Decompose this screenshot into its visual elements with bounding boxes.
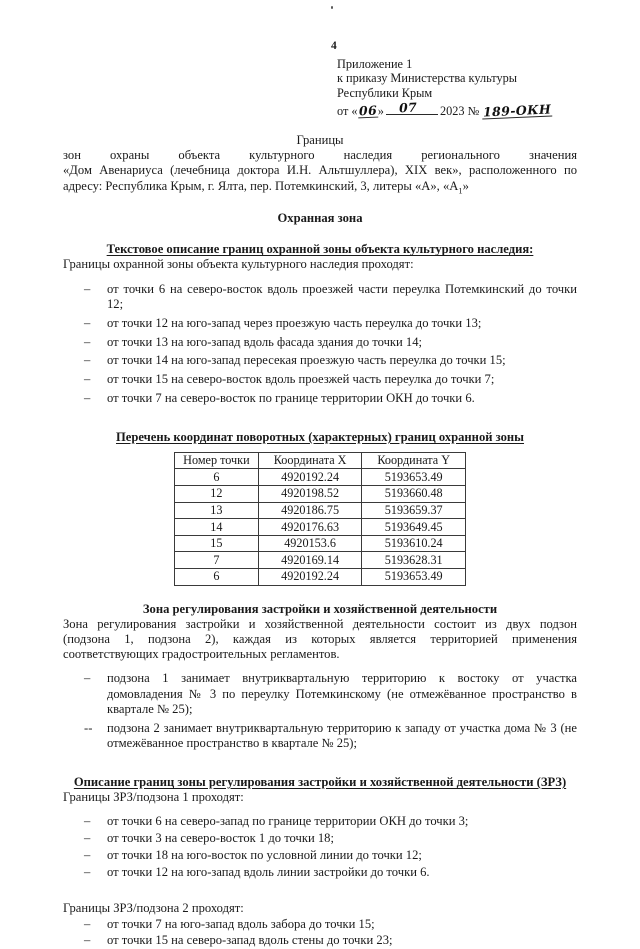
list-item-text: от точки 18 на юго-восток по условной линии до точки 12; xyxy=(107,847,422,862)
dash-bullet-icon: – xyxy=(84,390,91,405)
order-number-wrap xyxy=(482,101,552,120)
cell-x: 4920198.52 xyxy=(258,485,362,502)
zrz-subzone2-intro: Границы ЗРЗ/подзона 2 проходят: xyxy=(63,901,244,916)
list-item xyxy=(63,865,577,880)
address-text: адресу: Республика Крым, г. Ялта, пер. Потемкинский, 3, литеры «А», «А xyxy=(63,178,459,193)
cell-y: 5193660.48 xyxy=(362,485,466,502)
table-row xyxy=(175,469,466,486)
cell-y: 5193610.24 xyxy=(362,535,466,552)
appendix-label: Приложение 1 xyxy=(337,57,413,71)
cell-point: 6 xyxy=(175,469,259,486)
regulation-zone-list xyxy=(63,671,577,751)
column-header-point: Номер точки xyxy=(175,452,259,469)
dash-bullet-icon: – xyxy=(84,831,91,845)
list-item-text: от точки 3 на северо-восток 1 до точки 18; xyxy=(107,831,334,845)
table-row xyxy=(175,502,466,519)
order-date-line xyxy=(337,101,627,118)
list-item-text: от точки 15 на северо-восток вдоль проезжей часть переулка до точки 7; xyxy=(107,372,495,387)
list-item xyxy=(63,933,577,948)
cell-y: 5193653.49 xyxy=(362,568,466,585)
protection-zone-text-heading: Текстовое описание границ охранной зоны объекта культурного наследия: xyxy=(106,242,534,257)
dash-bullet-icon: – xyxy=(84,814,91,829)
regulation-paragraph-line-2: (подзона 1, подзона 2), каждая из которых является территорией применения xyxy=(63,631,577,646)
title-paragraph-line-1: зон охраны объекта культурного наследия регионального значения xyxy=(63,148,577,162)
cell-point: 15 xyxy=(175,535,259,552)
approval-block xyxy=(337,57,627,119)
table-row xyxy=(175,552,466,569)
list-item xyxy=(63,335,577,350)
table-row xyxy=(175,519,466,536)
cell-y: 5193659.37 xyxy=(362,502,466,519)
table-row xyxy=(175,568,466,585)
list-item-text: от точки 6 на северо-запад по границе территории ОКН до точки 3; xyxy=(107,814,469,829)
coordinates-table xyxy=(174,452,466,586)
column-header-x: Координата X xyxy=(258,452,362,469)
list-item xyxy=(63,282,577,313)
order-ministry-line: к приказу Министерства культуры xyxy=(337,71,518,86)
cell-point: 7 xyxy=(175,552,259,569)
handwritten-order-number: 189-ОКН xyxy=(483,101,552,120)
cell-point: 14 xyxy=(175,519,259,536)
title-paragraph-line-3 xyxy=(63,179,577,199)
column-header-y: Координата Y xyxy=(362,452,466,469)
dash-bullet-icon: – xyxy=(84,864,91,879)
list-item xyxy=(63,391,577,406)
month-blank-rule xyxy=(386,101,438,115)
list-item xyxy=(63,372,577,387)
dash-bullet-icon: – xyxy=(84,847,91,862)
list-item xyxy=(63,671,577,717)
dash-bullet-icon: – xyxy=(84,315,91,330)
list-item xyxy=(63,721,577,752)
address-text-end: » xyxy=(462,178,469,193)
cell-x: 4920192.24 xyxy=(258,568,362,585)
dash-bullet-icon: – xyxy=(84,372,91,387)
table-row xyxy=(175,485,466,502)
cell-x: 4920186.75 xyxy=(258,502,362,519)
cell-x: 4920169.14 xyxy=(258,552,362,569)
regulation-paragraph-line-1: Зона регулирования застройки и хозяйственной деятельности состоит из двух подзон xyxy=(63,616,577,631)
cell-y: 5193653.49 xyxy=(362,469,466,486)
zrz-subzone2-list xyxy=(63,917,577,949)
protection-zone-intro: Границы охранной зоны объекта культурного наследия проходят: xyxy=(63,257,414,272)
zrz-subzone1-list xyxy=(63,814,577,880)
list-item-text: от точки 14 на юго-запад пересекая проезжую часть переулка до точки 15; xyxy=(107,353,506,368)
table-header-row xyxy=(175,452,466,469)
list-item xyxy=(63,814,577,829)
cell-y: 5193628.31 xyxy=(362,552,466,569)
coordinates-table-body xyxy=(175,469,466,585)
cell-y: 5193649.45 xyxy=(362,519,466,536)
cell-x: 4920192.24 xyxy=(258,469,362,486)
dash-bullet-icon: – xyxy=(84,281,91,296)
protection-zone-list xyxy=(63,282,577,407)
list-item xyxy=(63,848,577,863)
list-item-text: от точки 12 на юго-запад через проезжую часть переулка до точки 13; xyxy=(107,315,482,330)
handwritten-day: 06 xyxy=(358,102,378,119)
scan-artifact-speck xyxy=(331,6,333,9)
list-item-text: от точки 7 на юго-запад вдоль забора до точки 15; xyxy=(107,916,375,931)
dash-bullet-icon: – xyxy=(84,933,91,948)
page-number: 4 xyxy=(331,40,337,52)
handwritten-month: 07 xyxy=(398,99,418,116)
dash-bullet-icon: – xyxy=(84,916,91,931)
title-paragraph-line-2: «Дом Авенариуса (лечебница доктора И.Н. Альтшуллера), XIX век», расположенного по xyxy=(63,163,577,178)
document-title: Границы xyxy=(296,133,344,147)
coordinates-heading: Перечень координат поворотных (характерных) границ охранной зоны xyxy=(115,429,525,444)
cell-x: 4920176.63 xyxy=(258,519,362,536)
dash-bullet-icon: -- xyxy=(84,720,93,735)
list-item-text: от точки 7 на северо-восток по границе территории ОКН до точки 6. xyxy=(107,390,475,405)
cell-x: 4920153.6 xyxy=(258,535,362,552)
cell-point: 6 xyxy=(175,568,259,585)
list-item-text: от точки 6 на северо-восток вдоль проезжей части переулка Потемкинский до точки 12; xyxy=(107,281,577,311)
date-prefix: от « xyxy=(337,104,358,119)
regulation-zone-heading: Зона регулирования застройки и хозяйственной деятельности xyxy=(142,601,498,616)
list-item-text: от точки 12 на юго-запад вдоль линии застройки до точки 6. xyxy=(107,864,430,879)
list-item-text: подзона 2 занимает внутриквартальную территорию к западу от участка дома № 3 (не отмежёванное пространство в квартале № 25); xyxy=(107,720,577,751)
regulation-paragraph-line-3: соответствующих градостроительных регламентов. xyxy=(63,647,340,662)
protection-zone-heading: Охранная зона xyxy=(277,211,363,226)
cell-point: 12 xyxy=(175,485,259,502)
republic-line: Республики Крым xyxy=(337,85,433,100)
zrz-subzone1-intro: Границы ЗРЗ/подзона 1 проходят: xyxy=(63,789,244,804)
list-item-text: от точки 15 на северо-запад вдоль стены до точки 23; xyxy=(107,933,393,948)
list-item xyxy=(63,316,577,331)
cell-point: 13 xyxy=(175,502,259,519)
list-item xyxy=(63,917,577,932)
list-item-text: от точки 13 на юго-запад вдоль фасада здания до точки 14; xyxy=(107,334,423,349)
list-item-text: подзона 1 занимает внутриквартальную территорию к востоку от участка домовладения № 3 по переулку Потемкинскому (не отмежёванное пространство в квартале № 25); xyxy=(107,671,577,717)
dash-bullet-icon: – xyxy=(84,334,91,349)
order-year: 2023 xyxy=(439,104,465,119)
list-item xyxy=(63,831,577,846)
table-row xyxy=(175,535,466,552)
letter-subscript: 1 xyxy=(458,185,463,196)
list-item xyxy=(63,353,577,368)
dash-bullet-icon: – xyxy=(84,671,91,686)
number-label: № xyxy=(467,104,480,119)
quote-close: » xyxy=(377,104,384,119)
dash-bullet-icon: – xyxy=(84,353,91,368)
zrz-description-heading: Описание границ зоны регулирования застройки и хозяйственной деятельности (ЗРЗ) xyxy=(73,774,567,789)
